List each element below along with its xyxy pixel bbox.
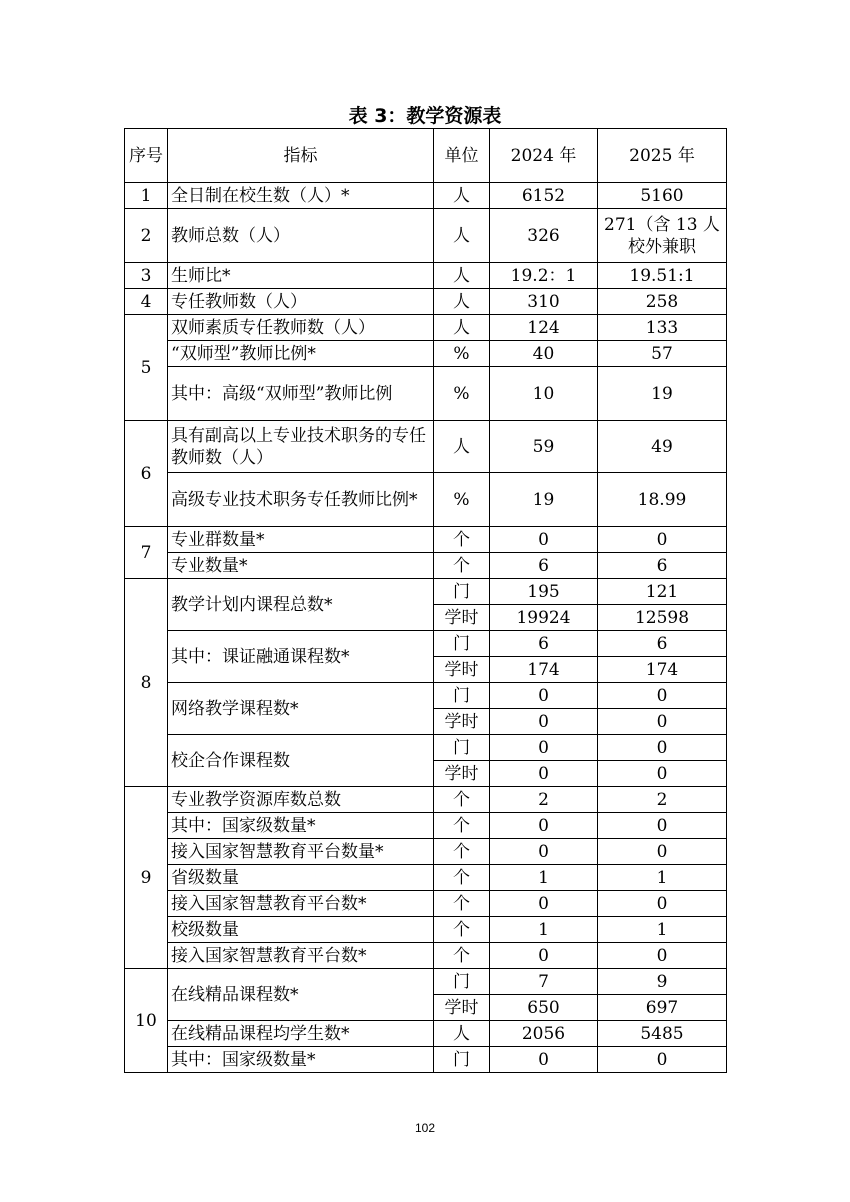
- cell-unit: 个: [434, 839, 490, 865]
- cell-indicator: 高级专业技术职务专任教师比例*: [168, 473, 434, 527]
- cell-y2024: 310: [490, 289, 598, 315]
- cell-indicator: 其中：国家级数量*: [168, 813, 434, 839]
- cell-unit: 个: [434, 813, 490, 839]
- header-2025: 2025 年: [598, 129, 727, 183]
- table-row: [125, 735, 727, 761]
- cell-y2024: 0: [490, 709, 598, 735]
- cell-unit: 人: [434, 1021, 490, 1047]
- cell-indicator: 生师比*: [168, 263, 434, 289]
- cell-indicator: 接入国家智慧教育平台数量*: [168, 839, 434, 865]
- cell-unit: 个: [434, 917, 490, 943]
- cell-unit: 人: [434, 209, 490, 263]
- header-2024: 2024 年: [490, 129, 598, 183]
- table-row: [125, 421, 727, 473]
- cell-unit: 门: [434, 735, 490, 761]
- table-row: [125, 209, 727, 263]
- cell-y2024: 7: [490, 969, 598, 995]
- cell-y2025: 5485: [598, 1021, 727, 1047]
- table-row: [125, 917, 727, 943]
- cell-seq: 7: [125, 527, 168, 579]
- cell-seq: 8: [125, 579, 168, 787]
- cell-indicator: 接入国家智慧教育平台数*: [168, 891, 434, 917]
- cell-seq: 2: [125, 209, 168, 263]
- cell-y2025: 19: [598, 367, 727, 421]
- cell-indicator: 接入国家智慧教育平台数*: [168, 943, 434, 969]
- cell-indicator: 双师素质专任教师数（人）: [168, 315, 434, 341]
- cell-y2025: 9: [598, 969, 727, 995]
- cell-y2025: 0: [598, 527, 727, 553]
- cell-y2025: 697: [598, 995, 727, 1021]
- cell-unit: 学时: [434, 761, 490, 787]
- header-seq: 序号: [125, 129, 168, 183]
- cell-y2024: 1: [490, 917, 598, 943]
- cell-seq: 5: [125, 315, 168, 421]
- cell-indicator: 教师总数（人）: [168, 209, 434, 263]
- cell-y2024: 2: [490, 787, 598, 813]
- cell-y2025: 0: [598, 943, 727, 969]
- table-row: [125, 787, 727, 813]
- cell-y2024: 650: [490, 995, 598, 1021]
- cell-unit: %: [434, 341, 490, 367]
- cell-y2025: 0: [598, 709, 727, 735]
- cell-indicator: 校级数量: [168, 917, 434, 943]
- cell-y2024: 10: [490, 367, 598, 421]
- cell-y2025: 12598: [598, 605, 727, 631]
- cell-indicator: 具有副高以上专业技术职务的专任教师数（人）: [168, 421, 434, 473]
- cell-seq: 6: [125, 421, 168, 527]
- cell-y2024: 0: [490, 943, 598, 969]
- cell-y2025: 0: [598, 1047, 727, 1073]
- cell-unit: %: [434, 367, 490, 421]
- cell-unit: 人: [434, 421, 490, 473]
- cell-unit: 学时: [434, 605, 490, 631]
- cell-y2025: 1: [598, 917, 727, 943]
- cell-seq: 1: [125, 183, 168, 209]
- cell-y2025: 1: [598, 865, 727, 891]
- cell-unit: 门: [434, 969, 490, 995]
- cell-indicator: 其中：国家级数量*: [168, 1047, 434, 1073]
- cell-unit: 个: [434, 891, 490, 917]
- cell-y2024: 40: [490, 341, 598, 367]
- cell-y2024: 2056: [490, 1021, 598, 1047]
- cell-indicator: “双师型”教师比例*: [168, 341, 434, 367]
- cell-y2024: 0: [490, 839, 598, 865]
- cell-y2025: 271（含 13 人校外兼职: [598, 209, 727, 263]
- cell-unit: 学时: [434, 709, 490, 735]
- cell-y2024: 0: [490, 813, 598, 839]
- cell-unit: 个: [434, 787, 490, 813]
- table-row: [125, 969, 727, 995]
- cell-y2024: 0: [490, 891, 598, 917]
- table-row: [125, 367, 727, 421]
- cell-y2025: 6: [598, 631, 727, 657]
- cell-indicator: 专任教师数（人）: [168, 289, 434, 315]
- cell-unit: 个: [434, 943, 490, 969]
- cell-y2024: 19: [490, 473, 598, 527]
- cell-unit: 个: [434, 865, 490, 891]
- cell-unit: 个: [434, 527, 490, 553]
- table-row: [125, 553, 727, 579]
- cell-y2025: 0: [598, 735, 727, 761]
- cell-y2025: 0: [598, 683, 727, 709]
- cell-y2024: 0: [490, 527, 598, 553]
- cell-y2025: 19.51:1: [598, 263, 727, 289]
- table-row: [125, 183, 727, 209]
- table-row: [125, 263, 727, 289]
- teaching-resources-table: [124, 128, 727, 1073]
- cell-y2024: 124: [490, 315, 598, 341]
- cell-seq: 4: [125, 289, 168, 315]
- cell-y2024: 19924: [490, 605, 598, 631]
- cell-y2025: 5160: [598, 183, 727, 209]
- cell-y2025: 2: [598, 787, 727, 813]
- cell-unit: 人: [434, 263, 490, 289]
- cell-y2025: 0: [598, 839, 727, 865]
- cell-y2025: 174: [598, 657, 727, 683]
- table-row: [125, 289, 727, 315]
- table-row: [125, 839, 727, 865]
- cell-unit: 个: [434, 553, 490, 579]
- table-row: [125, 473, 727, 527]
- cell-unit: 人: [434, 315, 490, 341]
- cell-seq: 10: [125, 969, 168, 1073]
- table-row: [125, 1047, 727, 1073]
- cell-indicator: 全日制在校生数（人）*: [168, 183, 434, 209]
- table-title: 表 3：教学资源表: [348, 105, 502, 127]
- table-row: [125, 865, 727, 891]
- cell-unit: 门: [434, 1047, 490, 1073]
- cell-indicator: 在线精品课程均学生数*: [168, 1021, 434, 1047]
- table-header-row: [125, 129, 727, 183]
- cell-indicator: 省级数量: [168, 865, 434, 891]
- cell-indicator: 网络教学课程数*: [168, 683, 434, 735]
- header-indicator: 指标: [168, 129, 434, 183]
- cell-unit: 人: [434, 289, 490, 315]
- table-row: [125, 943, 727, 969]
- header-unit: 单位: [434, 129, 490, 183]
- cell-indicator: 教学计划内课程总数*: [168, 579, 434, 631]
- cell-y2025: 133: [598, 315, 727, 341]
- cell-y2024: 195: [490, 579, 598, 605]
- cell-unit: 学时: [434, 657, 490, 683]
- cell-unit: %: [434, 473, 490, 527]
- cell-y2024: 0: [490, 1047, 598, 1073]
- page-number: 102: [414, 1121, 436, 1135]
- cell-y2024: 59: [490, 421, 598, 473]
- table-row: [125, 341, 727, 367]
- cell-y2024: 0: [490, 761, 598, 787]
- table-row: [125, 683, 727, 709]
- cell-y2025: 49: [598, 421, 727, 473]
- cell-y2024: 0: [490, 683, 598, 709]
- cell-indicator: 其中：课证融通课程数*: [168, 631, 434, 683]
- cell-unit: 人: [434, 183, 490, 209]
- cell-y2024: 6152: [490, 183, 598, 209]
- cell-y2024: 6: [490, 631, 598, 657]
- table-row: [125, 1021, 727, 1047]
- cell-y2025: 0: [598, 891, 727, 917]
- cell-y2025: 57: [598, 341, 727, 367]
- cell-y2024: 19.2：1: [490, 263, 598, 289]
- cell-y2025: 121: [598, 579, 727, 605]
- cell-indicator: 专业群数量*: [168, 527, 434, 553]
- cell-y2025: 258: [598, 289, 727, 315]
- cell-seq: 9: [125, 787, 168, 969]
- cell-unit: 门: [434, 683, 490, 709]
- cell-y2024: 174: [490, 657, 598, 683]
- cell-unit: 门: [434, 579, 490, 605]
- table-row: [125, 631, 727, 657]
- cell-y2025: 18.99: [598, 473, 727, 527]
- table-row: [125, 315, 727, 341]
- cell-y2024: 1: [490, 865, 598, 891]
- cell-unit: 门: [434, 631, 490, 657]
- cell-y2024: 326: [490, 209, 598, 263]
- cell-y2024: 6: [490, 553, 598, 579]
- cell-seq: 3: [125, 263, 168, 289]
- cell-y2024: 0: [490, 735, 598, 761]
- cell-indicator: 校企合作课程数: [168, 735, 434, 787]
- cell-indicator: 专业教学资源库数总数: [168, 787, 434, 813]
- table-row: [125, 891, 727, 917]
- cell-indicator: 其中：高级“双师型”教师比例: [168, 367, 434, 421]
- cell-y2025: 6: [598, 553, 727, 579]
- cell-indicator: 在线精品课程数*: [168, 969, 434, 1021]
- table-row: [125, 527, 727, 553]
- table-row: [125, 579, 727, 605]
- cell-y2025: 0: [598, 761, 727, 787]
- cell-indicator: 专业数量*: [168, 553, 434, 579]
- cell-y2025: 0: [598, 813, 727, 839]
- table-row: [125, 813, 727, 839]
- cell-unit: 学时: [434, 995, 490, 1021]
